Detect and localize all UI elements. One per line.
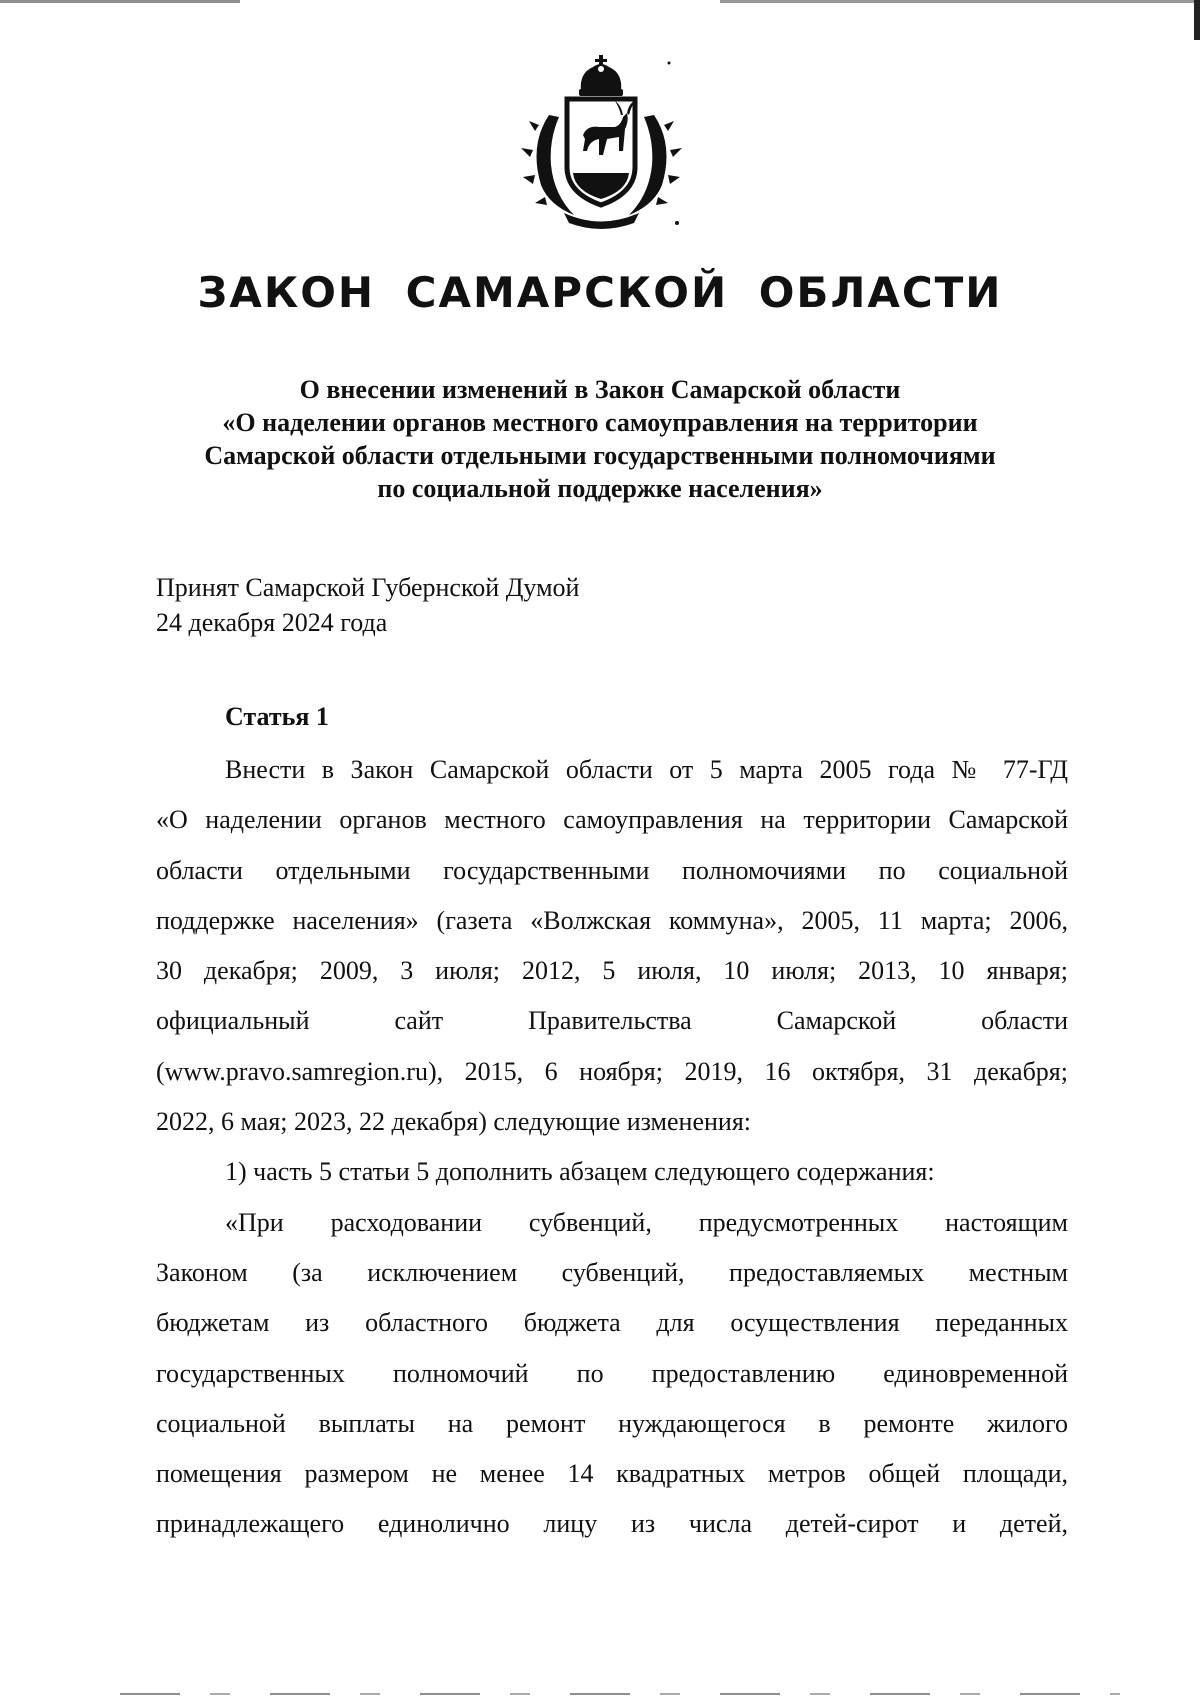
body-line: социальной выплаты на ремонт нуждающегося в ремонте жилого <box>156 1408 1068 1438</box>
body-line: помещения размером не менее 14 квадратных метров общей площади, <box>156 1459 1068 1489</box>
law-title: ЗАКОН САМАРСКОЙ ОБЛАСТИ <box>197 268 1003 317</box>
body-line: «О наделении органов местного самоуправления на территории Самарской <box>156 805 1068 835</box>
body-line: 1) часть 5 статьи 5 дополнить абзацем следующего содержания: <box>225 1157 935 1187</box>
body-line: Внести в Закон Самарской области от 5 марта 2005 года № 77-ГД <box>225 755 1068 784</box>
body-line: (www.pravo.samregion.ru), 2015, 6 ноября; 2019, 16 октября, 31 декабря; <box>156 1056 1068 1086</box>
body-line: 2022, 6 мая; 2023, 22 декабря) следующие изменения: <box>156 1107 752 1137</box>
coat-of-arms-icon <box>519 55 684 230</box>
body-line: официальный сайт Правительства Самарской области <box>156 1006 1068 1036</box>
body-line: государственных полномочий по предоставлению единовременной <box>156 1358 1068 1388</box>
law-subtitle <box>120 373 1080 505</box>
adoption-body: Принят Самарской Губернской Думой <box>156 573 580 602</box>
body-line: принадлежащего единолично лицу из числа детей-сирот и детей, <box>156 1509 1068 1539</box>
body-line: «При расходовании субвенций, предусмотренных настоящим <box>225 1207 1068 1237</box>
subtitle-line: Самарской области отдельными государственными полномочиями <box>204 441 996 470</box>
subtitle-line: «О наделении органов местного самоуправления на территории <box>222 408 978 437</box>
body-line: поддержке населения» (газета «Волжская коммуна», 2005, 11 марта; 2006, <box>156 905 1068 935</box>
article-heading: Статья 1 <box>225 702 329 731</box>
body-line: Законом (за исключением субвенций, предоставляемых местным <box>156 1257 1068 1287</box>
scan-edge-right <box>1194 0 1200 40</box>
scan-edge-bottom <box>120 1693 1120 1695</box>
article-body <box>156 745 1068 1550</box>
adoption-info <box>156 570 579 640</box>
subtitle-line: О внесении изменений в Закон Самарской области <box>299 375 901 404</box>
body-line: области отдельными государственными полномочиями по социальной <box>156 855 1068 885</box>
adoption-date: 24 декабря 2024 года <box>156 608 388 637</box>
body-line: бюджетам из областного бюджета для осуществления переданных <box>156 1308 1068 1338</box>
body-line: 30 декабря; 2009, 3 июля; 2012, 5 июля, 10 июля; 2013, 10 января; <box>156 956 1068 986</box>
subtitle-line: по социальной поддержке населения» <box>377 474 823 503</box>
scan-edge-top <box>0 0 1200 3</box>
